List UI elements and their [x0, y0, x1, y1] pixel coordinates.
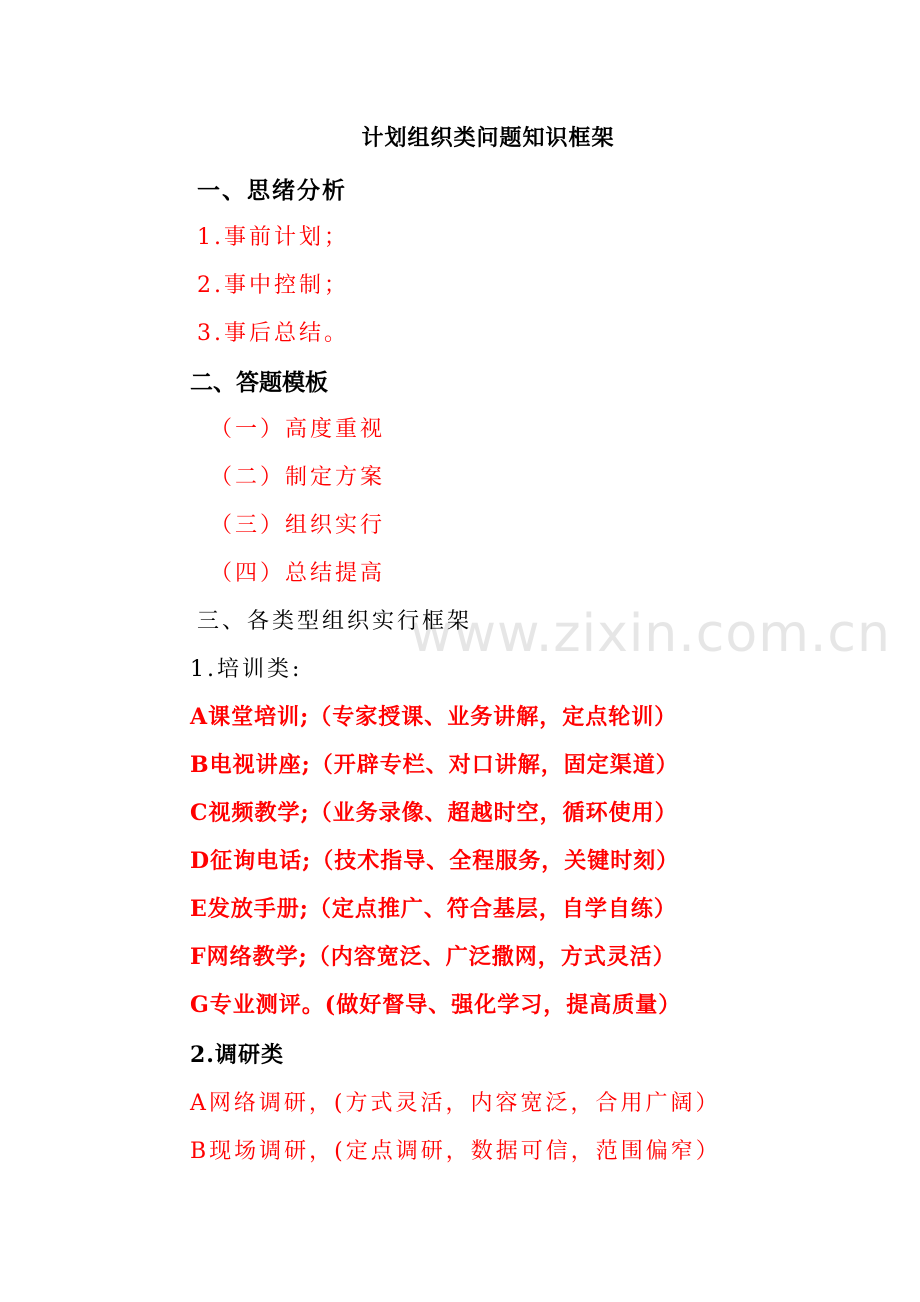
- section-1-item-2: 2.事中控制；: [197, 273, 349, 298]
- section-1-item-3: 3.事后总结。: [197, 321, 349, 346]
- section-1-heading: 一、思绪分析: [197, 177, 347, 204]
- watermark: www.zixin.com.cn: [410, 604, 891, 664]
- training-heading: 1.培训类:: [190, 657, 303, 682]
- research-item-a: A网络调研，(方式灵活，内容宽泛，合用广阔）: [190, 1091, 721, 1116]
- section-2-item-3: （三）组织实行: [210, 513, 386, 538]
- training-item-b: B电视讲座;（开辟专栏、对口讲解，固定渠道）: [190, 752, 679, 778]
- training-item-d: D征询电话;（技术指导、全程服务，关键时刻）: [190, 848, 680, 874]
- research-item-b: B现场调研，(定点调研，数据可信，范围偏窄）: [190, 1139, 721, 1164]
- training-item-c: C视频教学;（业务录像、超越时空，循环使用）: [190, 800, 678, 826]
- training-item-f: F网络教学;（内容宽泛、广泛撒网，方式灵活）: [190, 944, 676, 970]
- section-1-item-1: 1.事前计划；: [197, 225, 349, 250]
- training-item-a: A课堂培训;（专家授课、业务讲解，定点轮训）: [190, 704, 678, 730]
- training-item-g: G专业测评。(做好督导、强化学习，提高质量）: [190, 992, 682, 1018]
- section-2-item-2: （二）制定方案: [210, 465, 386, 490]
- section-2-item-1: （一）高度重视: [210, 417, 386, 442]
- research-heading: 2.调研类: [190, 1042, 284, 1068]
- training-item-e: E发放手册;（定点推广、符合基层，自学自练）: [190, 896, 677, 922]
- section-2-item-4: （四）总结提高: [210, 561, 386, 586]
- section-2-heading: 二、答题模板: [190, 370, 328, 396]
- page-title: 计划组织类问题知识框架: [361, 125, 615, 151]
- section-3-heading: 三、各类型组织实行框架: [197, 609, 473, 634]
